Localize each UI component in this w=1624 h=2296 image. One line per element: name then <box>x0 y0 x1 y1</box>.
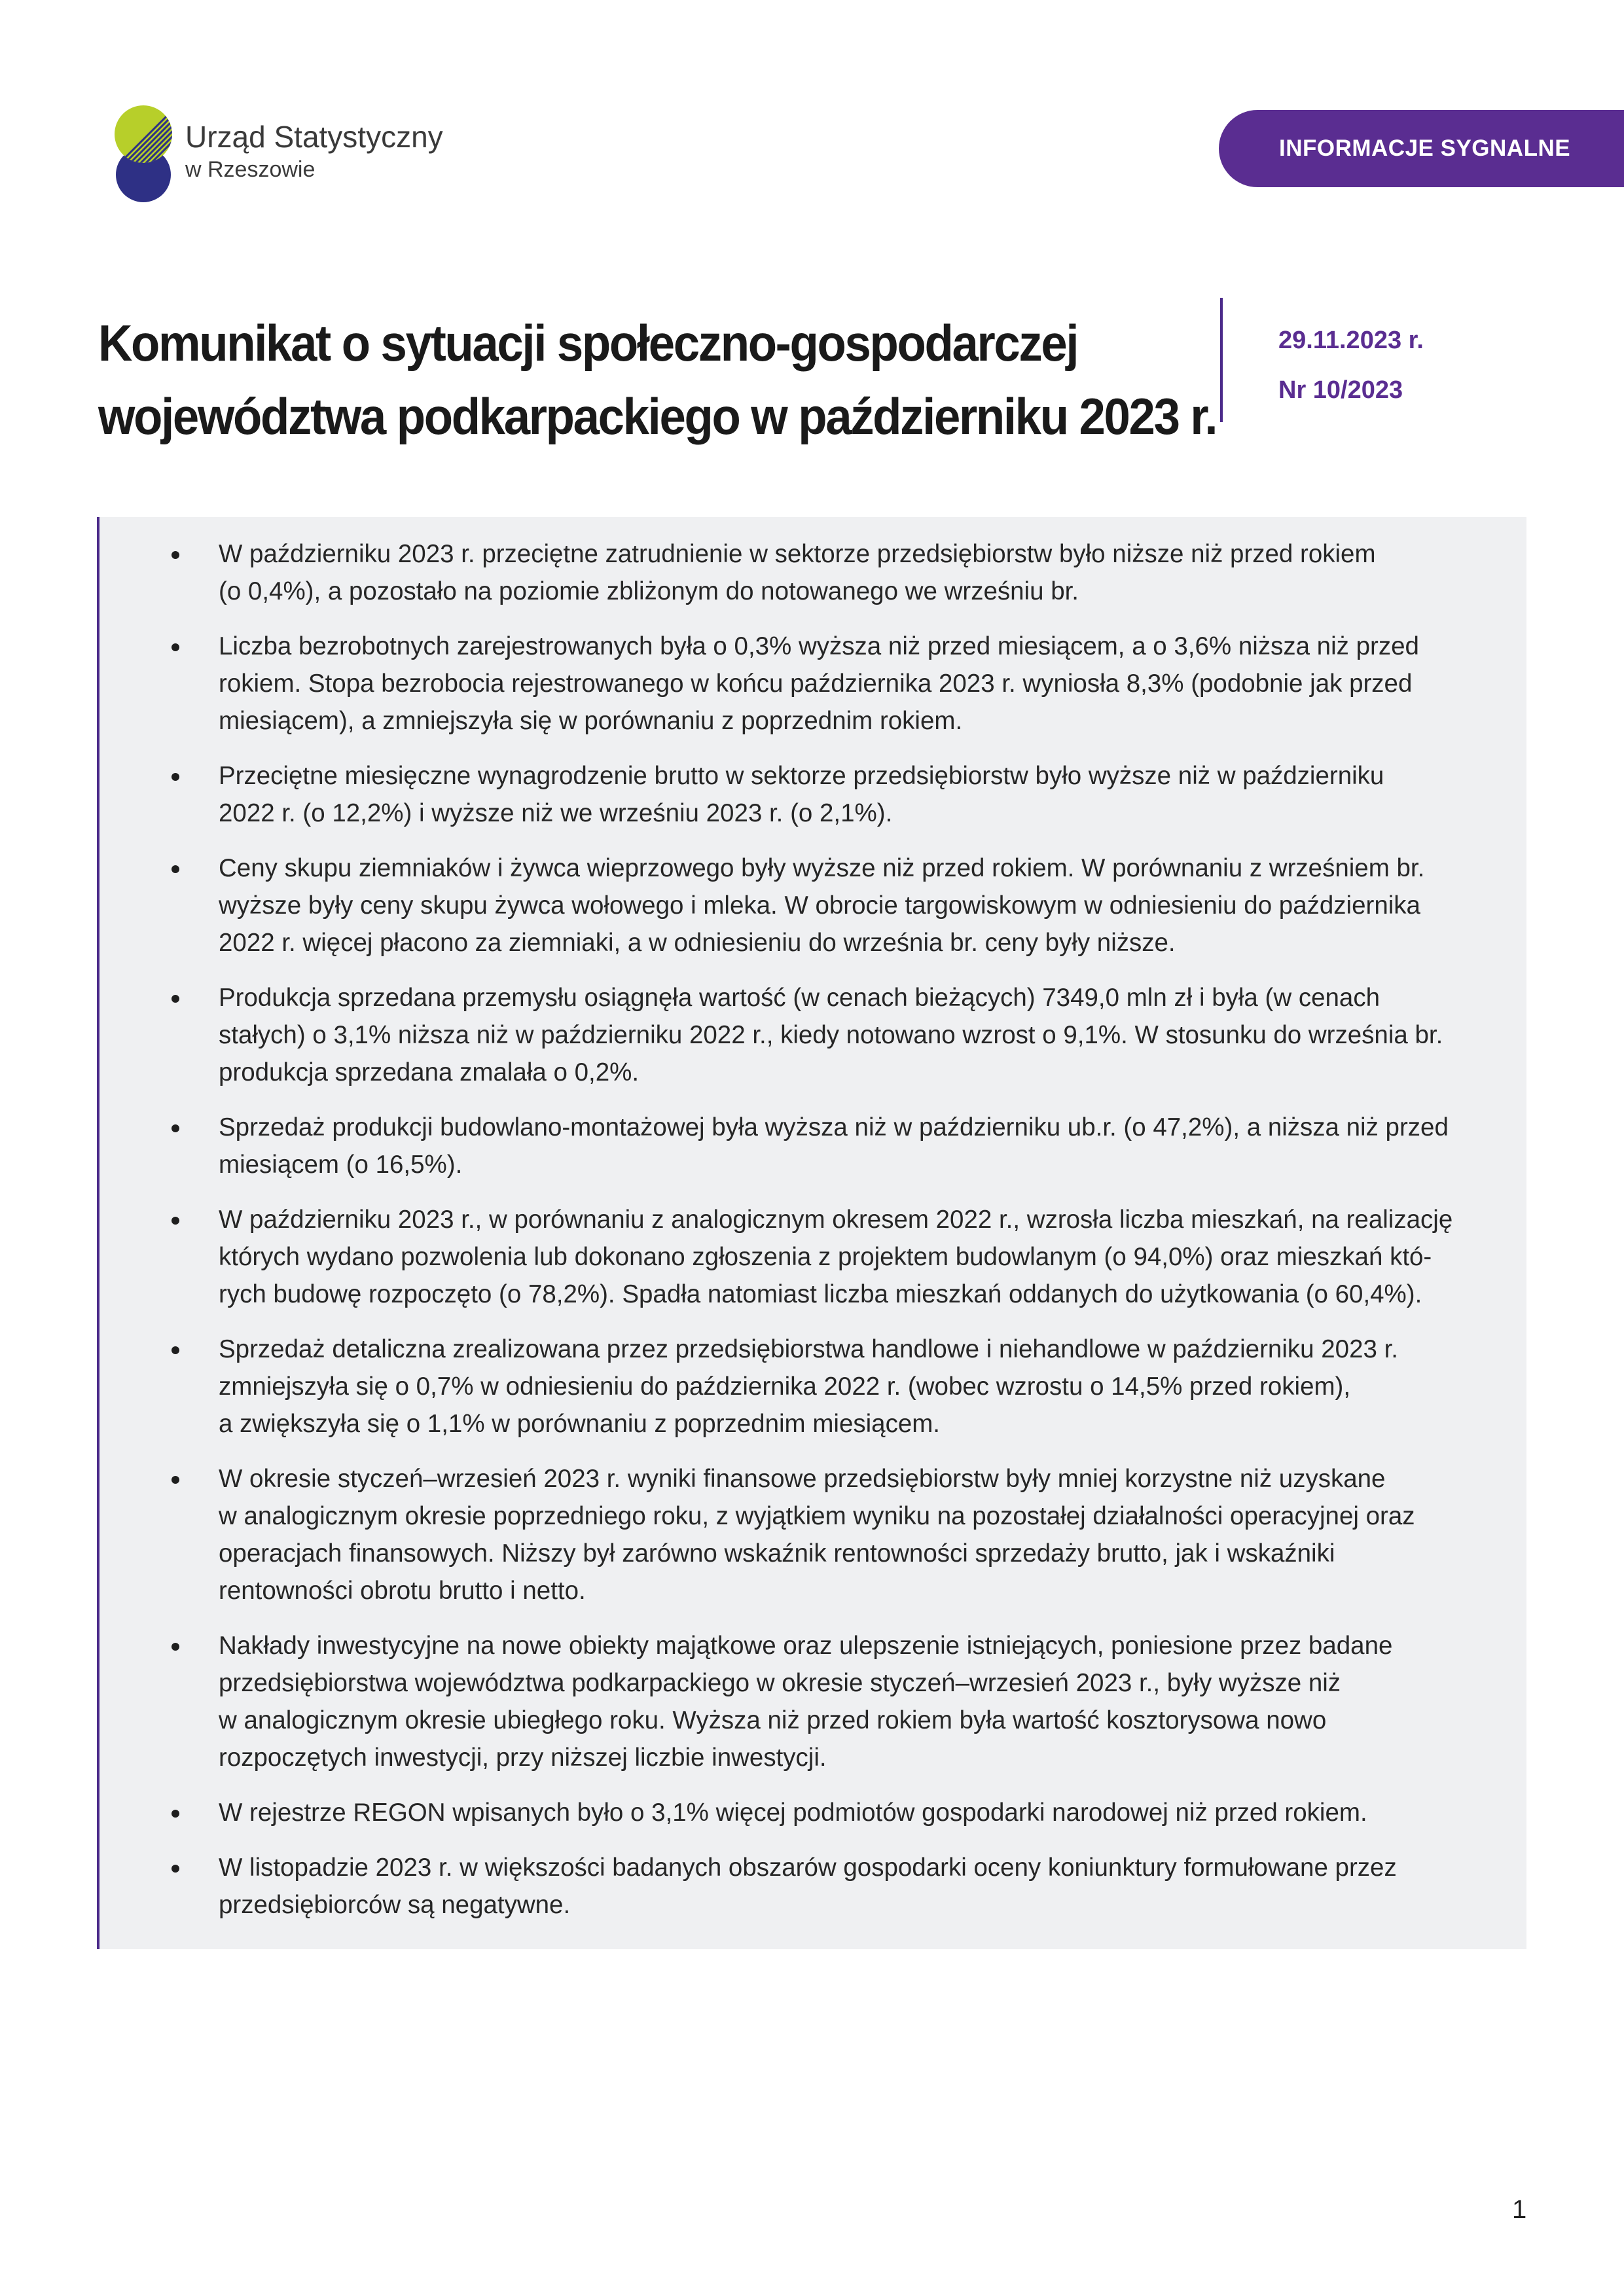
category-badge: INFORMACJE SYGNALNE <box>1219 110 1624 187</box>
page-title-line1: Komunikat o sytuacji społeczno-gospodarczej <box>98 314 1078 372</box>
summary-bullet <box>99 1460 1526 1609</box>
bullet-text-line: Przeciętne miesięczne wynagrodzenie brutto w sektorze przedsiębiorstw było wyższe niż w październiku <box>219 762 1384 790</box>
bullet-text-line: 2022 r. więcej płacono za ziemniaki, a w odniesieniu do września br. ceny były niższe. <box>219 929 1176 957</box>
bullet-dot-icon <box>171 1217 179 1225</box>
bullet-text-line: wyższe były ceny skupu żywca wołowego i mleka. W obrocie targowiskowym w odniesieniu do października <box>219 891 1420 920</box>
bullet-text-line: przedsiębiorców są negatywne. <box>219 1891 571 1919</box>
bullet-dot-icon <box>171 551 179 559</box>
bullet-text-line: (o 0,4%), a pozostało na poziomie zbliżonym do notowanego we wrześniu br. <box>219 577 1079 605</box>
summary-bullet <box>99 757 1526 832</box>
release-meta <box>1278 315 1424 415</box>
summary-bullet <box>99 979 1526 1091</box>
summary-bullet <box>99 1331 1526 1443</box>
bullet-text-line: W rejestrze REGON wpisanych było o 3,1% więcej podmiotów gospodarki narodowej niż przed rokiem. <box>219 1799 1367 1827</box>
bullet-text-line: w analogicznym okresie poprzedniego roku, z wyjątkiem wyniku na pozostałej działalności operacyjnej oraz <box>219 1502 1415 1530</box>
bullet-text-line: zmniejszyła się o 0,7% w odniesieniu do października 2022 r. (wobec wzrostu o 14,5% przed rokiem), <box>219 1372 1351 1401</box>
summary-box <box>97 517 1526 1949</box>
summary-bullet <box>99 1627 1526 1776</box>
page-title-line2: województwa podkarpackiego w październiku 2023 r. <box>98 387 1217 445</box>
release-date: 29.11.2023 r. <box>1278 327 1424 354</box>
summary-bullet <box>99 1849 1526 1924</box>
bullet-dot-icon <box>171 865 179 873</box>
summary-bullet <box>99 1201 1526 1313</box>
bullet-text-line: 2022 r. (o 12,2%) i wyższe niż we wrześniu 2023 r. (o 2,1%). <box>219 799 893 827</box>
bullet-text-line: W okresie styczeń–wrzesień 2023 r. wyniki finansowe przedsiębiorstw były mniej korzystne niż uzyskane <box>219 1465 1386 1493</box>
release-number: Nr 10/2023 <box>1278 376 1403 404</box>
header-divider <box>1220 298 1223 422</box>
bullet-text-line: w analogicznym okresie ubiegłego roku. Wyższa niż przed rokiem była wartość kosztorysowa nowo <box>219 1706 1327 1734</box>
summary-bullet <box>99 535 1526 610</box>
bullet-text-line: W październiku 2023 r. przeciętne zatrudnienie w sektorze przedsiębiorstw było niższe niż przed rokiem <box>219 540 1376 568</box>
bullet-text-line: W listopadzie 2023 r. w większości badanych obszarów gospodarki oceny koniunktury formułowane przez <box>219 1854 1397 1882</box>
bullet-text-line: przedsiębiorstwa województwa podkarpackiego w okresie styczeń–wrzesień 2023 r., były wyższe niż <box>219 1669 1341 1697</box>
bullet-text-line: produkcja sprzedana zmalała o 0,2%. <box>219 1058 640 1086</box>
bullet-text-line: stałych) o 3,1% niższa niż w październiku 2022 r., kiedy notowano wzrost o 9,1%. W stosunku do września br. <box>219 1021 1443 1049</box>
logo <box>108 105 443 203</box>
summary-bullet <box>99 1794 1526 1831</box>
summary-list <box>99 535 1526 1941</box>
page-number: 1 <box>1512 2195 1527 2224</box>
bullet-dot-icon <box>171 773 179 781</box>
bullet-dot-icon <box>171 1865 179 1873</box>
bullet-text-line: Liczba bezrobotnych zarejestrowanych była o 0,3% wyższa niż przed miesiącem, a o 3,6% niższa niż przed <box>219 632 1419 660</box>
bullet-text-line: rokiem. Stopa bezrobocia rejestrowanego w końcu października 2023 r. wyniosła 8,3% (podobnie jak przed <box>219 670 1413 698</box>
logo-name-line2: w Rzeszowie <box>185 157 316 182</box>
bullet-text-line: a zwiększyła się o 1,1% w porównaniu z poprzednim miesiącem. <box>219 1410 941 1438</box>
bullet-dot-icon <box>171 643 179 651</box>
logo-emblem-icon <box>108 105 180 203</box>
bullet-text-line: Nakłady inwestycyjne na nowe obiekty majątkowe oraz ulepszenie istniejących, poniesione przez badane <box>219 1632 1393 1660</box>
bullet-text-line: Ceny skupu ziemniaków i żywca wieprzowego były wyższe niż przed rokiem. W porównaniu z wrześniem br. <box>219 854 1425 882</box>
bullet-text-line: Sprzedaż produkcji budowlano-montażowej była wyższa niż w październiku ub.r. (o 47,2%), a niższa niż przed <box>219 1113 1449 1141</box>
bullet-dot-icon <box>171 995 179 1003</box>
bullet-dot-icon <box>171 1643 179 1651</box>
bullet-text-line: rentowności obrotu brutto i netto. <box>219 1577 586 1605</box>
bullet-text-line: Sprzedaż detaliczna zrealizowana przez przedsiębiorstwa handlowe i niehandlowe w październiku 2023 r. <box>219 1335 1398 1363</box>
summary-bullet <box>99 850 1526 961</box>
bullet-text-line: W październiku 2023 r., w porównaniu z analogicznym okresem 2022 r., wzrosła liczba mieszkań, na realizację <box>219 1206 1453 1234</box>
bullet-text-line: których wydano pozwolenia lub dokonano zgłoszenia z projektem budowlanym (o 94,0%) oraz mieszkań któ- <box>219 1243 1432 1271</box>
bullet-text-line: operacjach finansowych. Niższy był zarówno wskaźnik rentowności sprzedaży brutto, jak i wskaźniki <box>219 1539 1335 1568</box>
summary-bullet <box>99 1109 1526 1183</box>
summary-bullet <box>99 628 1526 740</box>
bullet-dot-icon <box>171 1346 179 1354</box>
bullet-text-line: Produkcja sprzedana przemysłu osiągnęła wartość (w cenach bieżących) 7349,0 mln zł i była (w cenach <box>219 984 1380 1012</box>
page-title <box>98 306 1217 453</box>
bullet-dot-icon <box>171 1810 179 1818</box>
bullet-text-line: miesiącem), a zmniejszyła się w porównaniu z poprzednim rokiem. <box>219 707 963 735</box>
logo-name-line1: Urząd Statystyczny <box>185 120 443 154</box>
bullet-text-line: miesiącem (o 16,5%). <box>219 1151 463 1179</box>
bullet-dot-icon <box>171 1124 179 1132</box>
bullet-dot-icon <box>171 1476 179 1484</box>
bullet-text-line: rozpoczętych inwestycji, przy niższej liczbie inwestycji. <box>219 1744 827 1772</box>
bullet-text-line: rych budowę rozpoczęto (o 78,2%). Spadła natomiast liczba mieszkań oddanych do użytkowania (o 60,4%). <box>219 1280 1422 1308</box>
